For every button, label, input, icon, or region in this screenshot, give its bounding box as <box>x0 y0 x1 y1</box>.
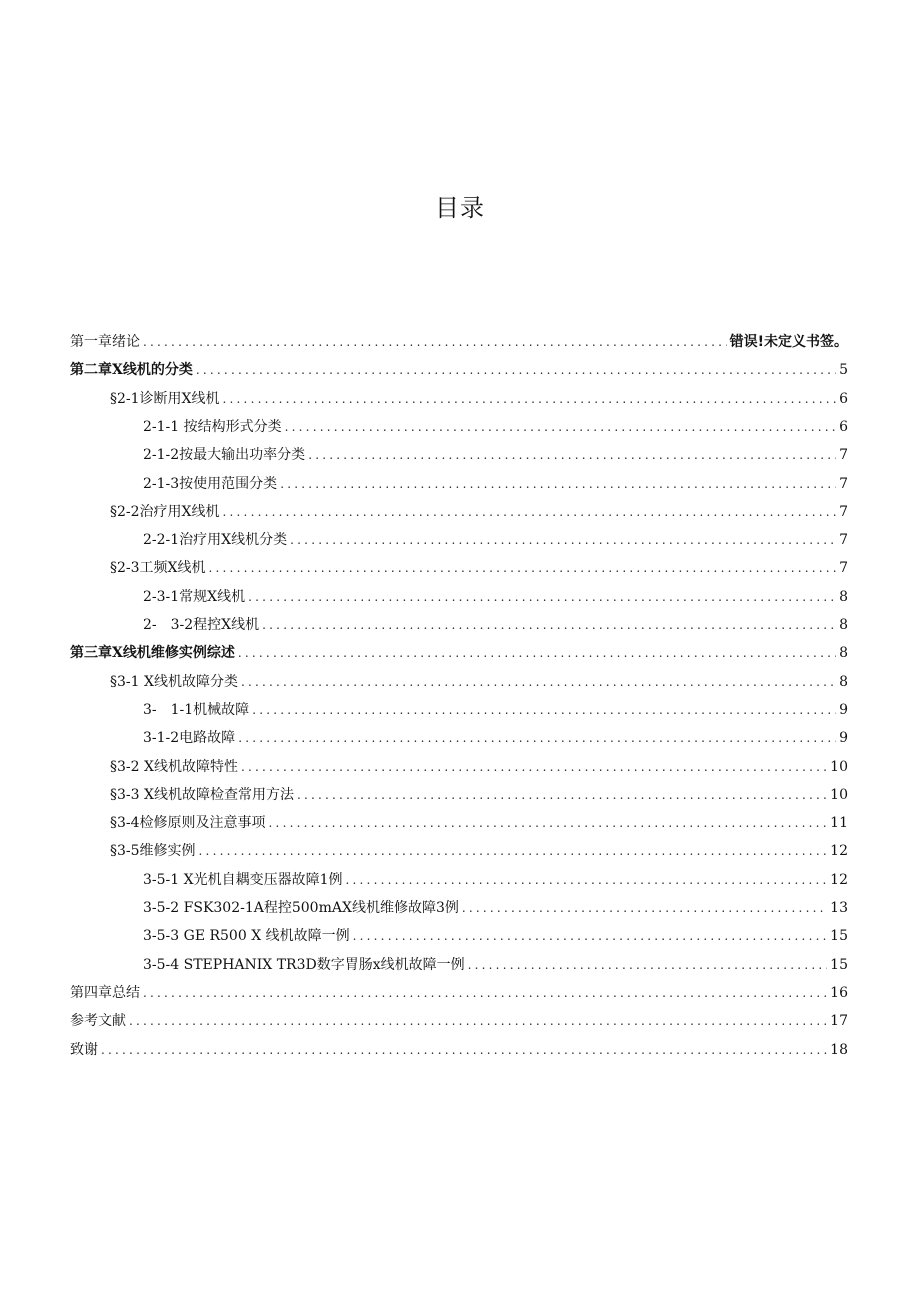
toc-dot-leader <box>290 529 836 551</box>
toc-entry-title: 2- 3-2程控X线机 <box>143 617 260 633</box>
toc-dot-leader <box>280 473 836 495</box>
toc-entry[interactable] <box>143 897 848 919</box>
toc-entry[interactable] <box>143 473 848 495</box>
toc-entry[interactable] <box>143 614 848 636</box>
toc-entry[interactable] <box>110 840 848 862</box>
toc-entry-title: 2-1-1 按结构形式分类 <box>143 418 282 435</box>
toc-entry-title: 参考文献 <box>70 1013 126 1030</box>
toc-entry[interactable] <box>143 699 848 721</box>
toc-page-number: 10 <box>830 786 848 803</box>
toc-dot-leader <box>238 727 836 749</box>
toc-dot-leader <box>308 444 836 466</box>
toc-page-number: 6 <box>839 390 848 407</box>
toc-entry[interactable] <box>143 444 848 466</box>
toc-page-number: 8 <box>839 617 848 633</box>
toc-entry[interactable] <box>70 1010 848 1032</box>
toc-dot-leader <box>248 586 836 608</box>
toc-dot-leader <box>143 331 727 353</box>
toc-dot-leader <box>252 699 836 721</box>
toc-entry[interactable] <box>70 642 848 664</box>
toc-entry[interactable] <box>70 331 848 353</box>
toc-entry-title: §3-3 X线机故障检查常用方法 <box>110 786 294 803</box>
toc-entry[interactable] <box>110 812 848 834</box>
toc-page-number: 8 <box>839 645 848 662</box>
toc-page-number: 7 <box>839 560 848 577</box>
toc-entry[interactable] <box>143 529 848 551</box>
toc-entry-title: 致谢 <box>70 1041 98 1058</box>
toc-entry-title: 2-3-1常规X线机 <box>143 588 246 605</box>
toc-entry-title: 3-5-3 GE R500 X 线机故障一例 <box>143 928 350 945</box>
toc-page-number: 5 <box>839 362 848 379</box>
toc-dot-leader <box>346 869 828 891</box>
page-title: 目录 <box>435 194 485 223</box>
toc-page-number: 9 <box>839 701 848 718</box>
toc-entry[interactable] <box>110 557 848 579</box>
toc-dot-leader <box>241 756 827 778</box>
toc-page-number: 16 <box>830 984 848 1001</box>
toc-dot-leader <box>462 897 827 919</box>
toc-dot-leader <box>129 1010 827 1032</box>
toc-entry-title: 3- 1-1机械故障 <box>143 701 250 718</box>
toc-entry[interactable] <box>143 925 848 947</box>
toc-page-number: 7 <box>839 475 848 492</box>
toc-page-number: 7 <box>839 503 848 520</box>
toc-dot-leader <box>238 642 836 664</box>
toc-entry-title: 第三章X线机维修实例综述 <box>70 645 235 662</box>
toc-dot-leader <box>209 557 837 579</box>
toc-entry-title: §2-1诊断用X线机 <box>110 390 220 407</box>
toc-entry-title: §3-5维修实例 <box>110 843 196 860</box>
toc-dot-leader <box>101 1039 827 1061</box>
toc-page-number: 7 <box>839 532 848 549</box>
toc-dot-leader <box>285 416 836 438</box>
toc-dot-leader <box>262 614 836 636</box>
toc-page-number: 8 <box>839 588 848 605</box>
toc-page-number: 10 <box>830 758 848 775</box>
toc-entry-title: 3-1-2电路故障 <box>143 730 236 747</box>
toc-page-number: 17 <box>830 1013 848 1030</box>
toc-entry[interactable] <box>110 388 848 410</box>
toc-entry-title: 第二章X线机的分类 <box>70 362 193 379</box>
toc-entry-title: 2-1-2按最大输出功率分类 <box>143 447 306 464</box>
toc-entry-title: 第四章总结 <box>70 984 140 1001</box>
toc-dot-leader <box>143 982 827 1004</box>
toc-dot-leader <box>269 812 828 834</box>
toc-entry[interactable] <box>143 869 848 891</box>
toc-page-number: 18 <box>830 1041 848 1058</box>
toc-dot-leader <box>196 359 836 381</box>
toc-entry-title: 3-5-2 FSK302-1A程控500mAX线机维修故障3例 <box>143 900 459 916</box>
toc-entry[interactable] <box>110 756 848 778</box>
toc-entry-title: §2-2治疗用X线机 <box>110 503 220 520</box>
toc-page-number: 15 <box>830 928 848 945</box>
toc-dot-leader <box>223 388 837 410</box>
toc-dot-leader <box>297 784 827 806</box>
toc-entry[interactable] <box>70 1039 848 1061</box>
toc-dot-leader <box>241 671 836 693</box>
toc-entry[interactable] <box>70 359 848 381</box>
toc-page-number: 12 <box>830 871 848 888</box>
toc-entry-title: 2-2-1治疗用X线机分类 <box>143 532 288 549</box>
toc-page-number: 11 <box>830 815 848 832</box>
toc-dot-leader <box>468 954 828 976</box>
toc-entry-title: §3-1 X线机故障分类 <box>110 673 238 690</box>
toc-entry[interactable] <box>143 727 848 749</box>
toc-dot-leader <box>199 840 828 862</box>
toc-page-number: 15 <box>830 956 848 973</box>
toc-page-number: 12 <box>830 843 848 860</box>
toc-page-number: 错误!未定义书签。 <box>729 334 848 350</box>
toc-dot-leader <box>353 925 828 947</box>
toc-entry[interactable] <box>143 586 848 608</box>
toc-entry[interactable] <box>110 501 848 523</box>
toc-entry[interactable] <box>143 416 848 438</box>
toc-entry[interactable] <box>143 954 848 976</box>
toc-page-number: 13 <box>830 900 848 916</box>
toc-dot-leader <box>223 501 837 523</box>
toc-entry-title: 3-5-4 STEPHANIX TR3D数字胃肠x线机故障一例 <box>143 956 465 973</box>
toc-page-number: 8 <box>839 673 848 690</box>
toc-entry-title: §3-2 X线机故障特性 <box>110 758 238 775</box>
toc-entry[interactable] <box>110 671 848 693</box>
toc-entry-title: §2-3工频X线机 <box>110 560 206 577</box>
toc-page-number: 9 <box>839 730 848 747</box>
toc-entry[interactable] <box>110 784 848 806</box>
toc-page-number: 6 <box>839 418 848 435</box>
toc-entry-title: 3-5-1 X光机自耦变压器故障1例 <box>143 871 343 888</box>
toc-entry[interactable] <box>70 982 848 1004</box>
toc-entry-title: §3-4检修原则及注意事项 <box>110 815 266 832</box>
toc-entry-title: 第一章绪论 <box>70 334 140 350</box>
toc-entry-title: 2-1-3按使用范围分类 <box>143 475 278 492</box>
toc-page-number: 7 <box>839 447 848 464</box>
